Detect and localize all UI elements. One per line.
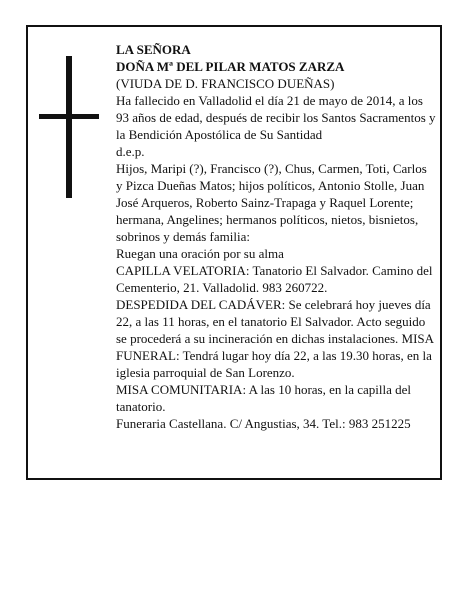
deceased-name: DOÑA Mª DEL PILAR MATOS ZARZA	[116, 59, 345, 74]
obituary-notice	[26, 25, 442, 480]
widow-of-line: (VIUDA DE D. FRANCISCO DUEÑAS)	[116, 76, 335, 91]
chapel-info: CAPILLA VELATORIA: Tanatorio El Salvador. Camino del Cementerio, 21. Valladolid. 983 260722.	[116, 263, 433, 295]
community-mass-info: MISA COMUNITARIA: A las 10 horas, en la capilla del tanatorio.	[116, 382, 412, 414]
obituary-text	[116, 41, 436, 432]
notice-title: LA SEÑORA	[116, 42, 191, 57]
death-announcement: Ha fallecido en Valladolid el día 21 de mayo de 2014, a los 93 años de edad, después de recibir los Santos Sacramentos y la Bendición Apostólica de Su Santidad	[116, 93, 436, 142]
prayer-request: Ruegan una oración por su alma	[116, 246, 284, 261]
cross-icon	[39, 56, 99, 198]
dep-line: d.e.p.	[116, 144, 145, 159]
family-list: Hijos, Maripi (?), Francisco (?), Chus, Carmen, Toti, Carlos y Pizca Dueñas Matos; hijos políticos, Antonio Stolle, Juan José Arqueros, Roberto Sainz-Trapaga y Raquel Lorente; hermana, Angelines; hermanos políticos, nietos, bisnietos, sobrinos y demás familia:	[116, 161, 427, 244]
farewell-info: DESPEDIDA DEL CADÁVER: Se celebrará hoy jueves día 22, a las 11 horas, en el tanatorio El Salvador. Acto seguido se procederá a su incineración en dichas instalaciones. MISA FUNERAL: Tendrá lugar hoy día 22, a las 19.30 horas, en la iglesia parroquial de San Lorenzo.	[116, 297, 434, 380]
funeral-home-info: Funeraria Castellana. C/ Angustias, 34. Tel.: 983 251225	[116, 416, 411, 431]
